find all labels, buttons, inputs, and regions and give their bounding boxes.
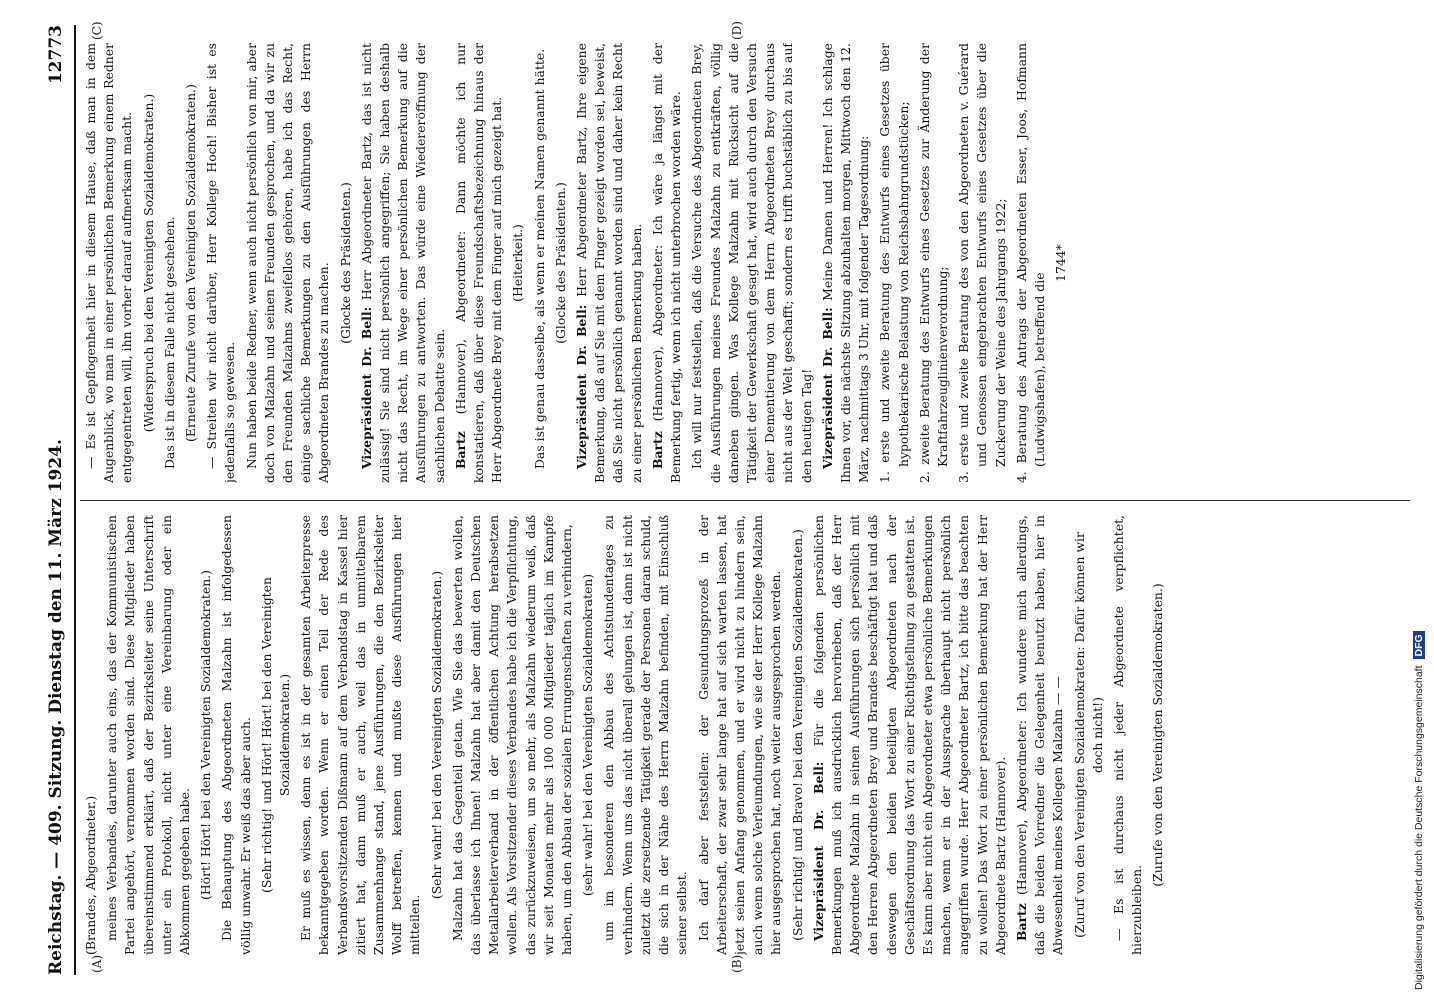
speaker-name: Bartz xyxy=(649,431,665,469)
paragraph-text: 1. erste und zweite Beratung des Entwurfs eines Gesetzes über hypothekarische Belastung von Reichsbahngrundstücken; xyxy=(877,43,911,483)
left-paragraph xyxy=(600,515,691,955)
paragraph-text: Malzahn hat das Gegenteil getan. Wie Sie das bewerten wollen, das überlasse ich Ihnen! Malzahn hat aber damit den Deutschen Metallarbeiterverband in der öffentlichen Achtung herabsetzen wollen. Als Vorsitzender dieses Verbandes habe ich die Verpflichtung, das zurückzuweisen, um so mehr, als Malzahn wiederum weiß, daß wir seit Monaten mehr als 100 000 Mitglieder täglich im Kampfe haben, um den Abbau der sozialen Errungenschaften zu verhindern, xyxy=(449,515,575,955)
paragraph-text: (Zurufe von den Vereinigten Sozialdemokraten.) xyxy=(1150,583,1166,887)
paragraph-text: Herr Abgeordneter Bartz, Ihre eigene Bemerkung, daß auf Sie mit dem Finger gezeigt worden sei, beweist, daß Sie nicht persönlich genannt worden sind und daher kein Recht zu einer persönlichen Bemerkung haben. xyxy=(574,43,644,483)
paragraph-text: (Brandes, Abgeordneter.) xyxy=(83,795,98,955)
right-paragraph xyxy=(452,43,507,483)
right-paragraph xyxy=(203,43,239,483)
right-paragraph xyxy=(1013,43,1049,483)
left-paragraph xyxy=(789,515,807,955)
page-header xyxy=(42,25,72,975)
paragraph-text: 4. Beratung des Antrags der Abgeordneten Esser, Joos, Hofmann (Ludwigshafen), betreffend die xyxy=(1013,43,1047,483)
margin-mark-c: (C) xyxy=(90,21,104,40)
column-separator xyxy=(80,500,1410,501)
right-paragraph xyxy=(649,43,685,483)
speaker-name: Vizepräsident Dr. Bell: xyxy=(574,304,590,469)
paragraph-text: (Hannover), Abgeordneter: Dann möchte ich nur konstatieren, daß über diese Freundschaftsbezeichnung hinaus der Herr Abgeordnete Brey mit dem Finger auf mich gezeigt hat. xyxy=(452,43,505,483)
header-rule xyxy=(74,25,76,975)
paragraph-text: (Sehr richtig! und Bravo! bei den Vereinigten Sozialdemokraten.) xyxy=(789,529,805,941)
margin-mark-b: (B) xyxy=(730,954,744,973)
paragraph-text: 1744* xyxy=(1053,244,1069,282)
paragraph-text: (Zuruf von den Vereinigten Sozialdemokraten: Dafür können wir doch nicht!) xyxy=(1071,532,1105,938)
right-column xyxy=(82,43,1407,483)
speaker-name: Vizepräsident Dr. Bell: xyxy=(358,306,374,469)
speaker-name: Bartz xyxy=(1013,903,1029,941)
paragraph-text: um im besonderen den Abbau des Achtstundentages zu verhindern. Wenn uns das nicht überall gelungen ist, dann ist nicht zuletzt die zersetzende Tätigkeit gerade der Personen daran schuld, die sich in der Nähe des Herrn Malzahn befinden, mit Einschluß seiner selbst. xyxy=(601,515,690,955)
right-paragraph xyxy=(1052,43,1070,483)
left-paragraph xyxy=(810,515,1010,955)
header-title: Reichstag. — 409. Sitzung. Dienstag den 11. März 1924. xyxy=(46,439,66,975)
left-column xyxy=(82,515,1407,955)
right-paragraph xyxy=(955,43,1010,483)
left-paragraph xyxy=(579,515,597,955)
right-paragraph xyxy=(876,43,912,483)
paragraph-text: Er muß es wissen, denn es ist in der gesamten Arbeiterpresse bekanntgegeben worden. Wenn er einen Teil der Rede des Verbandsvorsitzenden Dißmann auf dem Verbandstag in Kassel hier zitiert hat, dann muß er auch, weil das in unmittelbarem Zusammenhange stand, jene Ausführungen, die den Bezirksleiter Wolff betreffen, kennen und mußte diese Ausführungen hier mitteilen. xyxy=(298,515,423,955)
margin-mark-d: (D) xyxy=(730,21,744,40)
left-paragraph xyxy=(1149,515,1167,955)
speaker-name: Vizepräsident Dr. Bell: xyxy=(819,307,835,469)
paragraph-text: (Hannover), Abgeordneter: Ich wundere mich allerdings, daß die beiden Vorredner die Gelegenheit benutzt haben, hier in Abwesenheit meines Kollegen Malzahn — — xyxy=(1013,515,1066,955)
left-paragraph xyxy=(1013,515,1068,955)
right-paragraph xyxy=(819,43,874,483)
left-paragraph xyxy=(297,515,424,955)
left-paragraph xyxy=(695,515,786,955)
document-page xyxy=(30,21,1420,975)
margin-mark-a: (A) xyxy=(90,954,104,973)
right-paragraph xyxy=(916,43,952,483)
left-paragraph xyxy=(258,515,294,955)
speaker-name: Bartz xyxy=(452,431,468,469)
left-paragraph xyxy=(449,515,576,955)
paragraph-text: (Sehr wahr! bei den Vereinigten Sozialdemokraten.) xyxy=(428,570,444,900)
left-paragraph xyxy=(197,515,215,955)
dfg-logo: DFG xyxy=(1413,631,1425,659)
right-paragraph xyxy=(509,43,527,483)
right-paragraph xyxy=(161,43,179,483)
paragraph-text: 3. erste und zweite Beratung des von den Abgeordneten v. Guérard und Genossen eingebrachten Entwurfs eines Gesetzes über die Zuckerung der Weine des Jahrgangs 1922; xyxy=(956,43,1008,483)
right-paragraph xyxy=(82,43,137,483)
paragraph-text: (Widerspruch bei den Vereinigten Sozialdemokraten.) xyxy=(140,93,156,433)
paragraph-text: Für die folgenden persönlichen Bemerkungen muß ich ausdrücklich hervorheben, daß der Herr Abgeordnete Malzahn in seinen Ausführungen sich persönlich mit den Herren Abgeordneten Brey und Brandes beschäftigt hat und daß deswegen den beiden beteiligten Abgeordneten nach der Geschäftsordnung das Wort zu einer Richtigstellung zu gestatten ist. Es kann aber nicht ein Abgeordneter etwa persönliche Bemerkungen machen, wenn er in der Aussprache überhaupt nicht persönlich angegriffen wurde. Herr Abgeordneter Bartz, ich bitte das beachten zu wollen! Das Wort zu einer persönlichen Bemerkung hat der Herr Abgeordnete Bartz (Hannover). xyxy=(810,515,1008,955)
paragraph-text: — Streiten wir nicht darüber, Herr Kollege Hoch! Bisher ist es jedenfalls so gewesen. xyxy=(204,43,238,483)
digitization-note xyxy=(1413,5,1425,990)
paragraph-text: — Es ist Gepflogenheit hier in diesem Hause, daß man in dem Augenblick, wo man in einer persönlichen Bemerkung einem Redner entgegentreten will, ihn vorher darauf aufmerksam macht. xyxy=(83,43,135,483)
paragraph-text: Das ist genau dasselbe, als wenn er meinen Namen genannt hätte. xyxy=(531,48,547,469)
paragraph-text: — Es ist durchaus nicht jeder Abgeordnete verpflichtet, hierzubleiben. xyxy=(1110,515,1145,955)
left-paragraph xyxy=(82,515,100,955)
left-paragraph xyxy=(428,515,446,955)
right-paragraph xyxy=(531,43,549,483)
paragraph-text: (Hört! Hört! bei den Vereinigten Sozialdemokraten.) xyxy=(198,570,214,900)
paragraph-text: (Glocke des Präsidenten.) xyxy=(337,182,353,344)
paragraph-text: Meine Damen und Herren! Ich schlage Ihnen vor, die nächste Sitzung abzuhalten morgen, Mittwoch den 12. März, nachmittags 3 Uhr, mit folgender Tagesordnung: xyxy=(819,43,872,483)
paragraph-text: Die Behauptung des Abgeordneten Malzahn ist infolgedessen völlig unwahr. Er weiß das aber auch. xyxy=(219,515,253,955)
paragraph-text: (Sehr richtig! und Hört! Hört! bei den Vereinigten Sozialdemokraten.) xyxy=(258,577,293,893)
paragraph-text: Ich darf aber feststellen: der Gesundungsprozeß in der Arbeiterschaft, der zwar sehr lange hat auf sich warten lassen, hat jetzt seinen Anfang genommen, und er wird nicht zu hindern sein, auch wenn solche Verleumdungen, wie sie der Herr Kollege Malzahn hier ausgesprochen hat, noch weiter ausgesprochen werden. xyxy=(695,515,784,955)
paragraph-text: Ich will nur feststellen, daß die Versuche des Abgeordneten Brey, die Ausführungen meines Freundes Malzahn zu entkräften, völlig daneben gingen. Was Kollege Malzahn mit Rücksicht auf die Tätigkeit der Gewerkschaft gesagt hat, wird auch durch den Versuch einer Dementierung von dem Herrn Abgeordneten Brey durchaus nicht aus der Welt geschafft; sondern es trifft buchstäblich zu bis auf den heutigen Tag! xyxy=(689,43,814,483)
paragraph-text: Nun haben beide Redner, wenn auch nicht persönlich von mir, aber doch von Malzahn und seinen Freunden gesprochen, und da wir zu den Freunden Malzahns zweifellos gehören, habe ich das Recht, einige sachliche Bemerkungen zu den Ausführungen des Herrn Abgeordneten Brandes zu machen. xyxy=(243,43,332,483)
paragraph-text: (Hannover), Abgeordneter: Ich wäre ja längst mit der Bemerkung fertig, wenn ich nicht unterbrochen worden wäre. xyxy=(649,43,684,483)
speaker-name: Vizepräsident Dr. Bell: xyxy=(810,761,826,941)
right-paragraph xyxy=(140,43,158,483)
left-paragraph xyxy=(1071,515,1107,955)
paragraph-text: (Erneute Zurufe von den Vereinigten Sozialdemokraten.) xyxy=(183,84,199,442)
right-paragraph xyxy=(552,43,570,483)
right-paragraph xyxy=(337,43,355,483)
paragraph-text: Herr Abgeordneter Bartz, das ist nicht zulässig! Sie sind nicht persönlich angegriffen; Sie haben deshalb nicht das Recht, im Wege einer persönlichen Bemerkung auf die Ausführungen zu antworten. Das würde eine Wiedereröffnung der sachlichen Debatte sein. xyxy=(358,43,447,483)
page-number: 12773 xyxy=(46,25,66,85)
digitization-text: Digitalisierung gefördert durch die Deutsche Forschungsgemeinschaft xyxy=(1413,665,1425,990)
paragraph-text: (Glocke des Präsidenten.) xyxy=(552,182,568,344)
right-paragraph xyxy=(182,43,200,483)
left-paragraph xyxy=(103,515,194,955)
paragraph-text: (Heiterkeit.) xyxy=(510,224,526,302)
right-paragraph xyxy=(573,43,646,483)
paragraph-text: (sehr wahr! bei den Vereinigten Sozialdemokraten) xyxy=(580,573,596,897)
right-paragraph xyxy=(358,43,449,483)
paragraph-text: meines Verbandes, darunter auch eins, das der Kommunistischen Partei angehört, vernommen worden sind. Diese Mitglieder haben übereinstimmend erklärt, daß der Bezirksleiter seine Unterschrift unter ein Protokoll, nicht unter eine Vereinbarung oder ein Abkommen gegeben habe. xyxy=(104,515,193,955)
right-paragraph xyxy=(243,43,334,483)
left-paragraph xyxy=(1110,515,1146,955)
left-paragraph xyxy=(218,515,254,955)
paragraph-text: 2. zweite Beratung des Entwurfs eines Gesetzes zur Änderung der Kraftfahrzeuglinienverordnung; xyxy=(916,43,950,483)
right-paragraph xyxy=(688,43,815,483)
paragraph-text: Das ist in diesem Falle nicht geschehen. xyxy=(161,216,177,469)
